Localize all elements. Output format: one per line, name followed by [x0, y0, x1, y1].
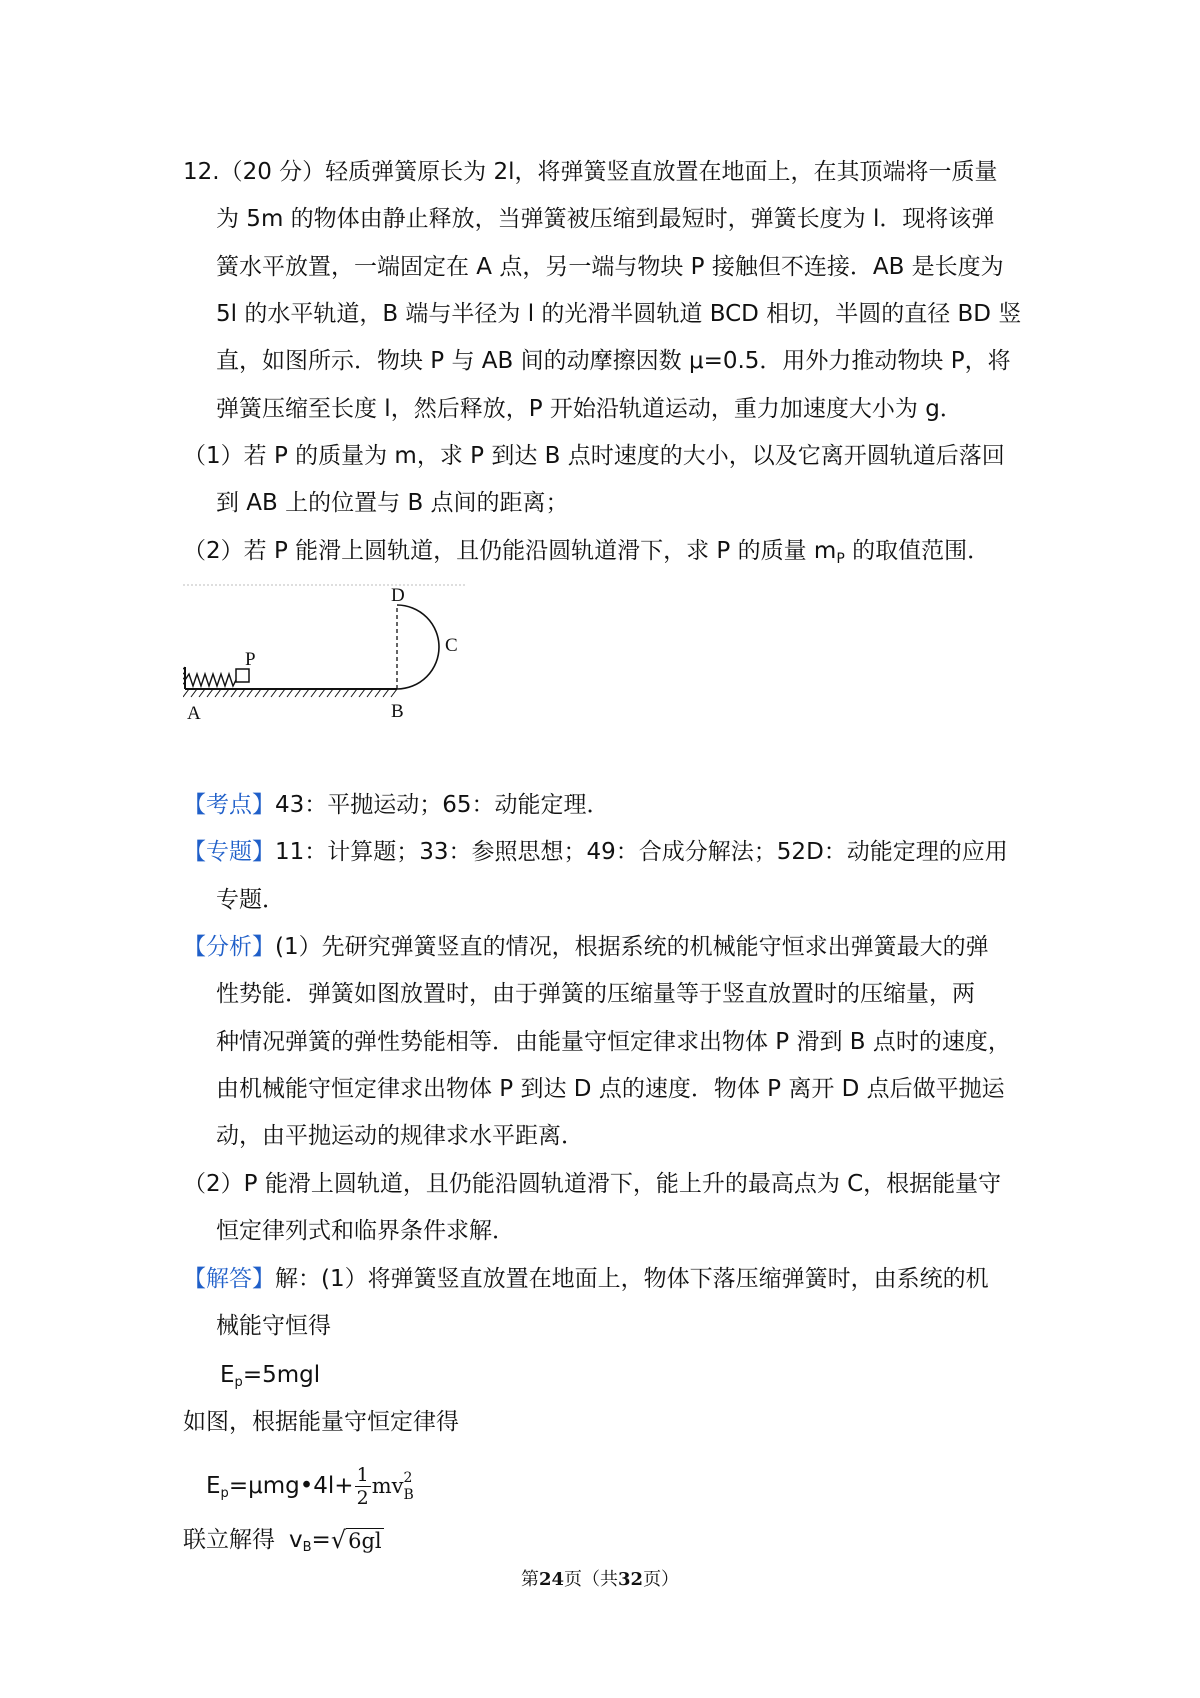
jieda-line-1: 械能守恒得	[216, 1313, 331, 1339]
equation-1: Ep=5mgl	[220, 1362, 321, 1390]
zhuanti-line-1: 专题．	[216, 887, 285, 913]
ruotu-line: 如图，根据能量守恒定律得	[183, 1409, 459, 1435]
kaodian-line: 【考点】43：平抛运动；65：动能定理．	[183, 792, 610, 818]
zhuanti-line-0: 【专题】11：计算题；33：参照思想；49：合成分解法；52D：动能定理的应用	[183, 839, 1008, 865]
spring	[185, 674, 236, 686]
label-a: A	[187, 703, 201, 724]
problem-line-0	[183, 157, 998, 187]
fraction-one-half: $\frac{1}{2}$	[356, 1464, 369, 1509]
fenxi-line-0: 【分析】(1）先研究弹簧竖直的情况，根据系统的机械能守恒求出弹簧最大的弹	[183, 934, 989, 960]
fenxi-line-4: 动，由平抛运动的规律求水平距离．	[216, 1123, 584, 1149]
problem-points: （20 分）	[219, 159, 326, 185]
question-1-line-0: （1）若 P 的质量为 m，求 P 到达 B 点时速度的大小，以及它离开圆轨道后落回	[183, 443, 1005, 469]
equation-2: Ep=μmg•4l+ $\frac{1}{2}$ mv 2 B	[206, 1464, 414, 1509]
question-1-line-1: 到 AB 上的位置与 B 点间的距离；	[216, 490, 569, 516]
fenxi-tag: 【分析】	[183, 934, 275, 960]
label-b: B	[391, 701, 404, 722]
fenxi-q2-line-1: 恒定律列式和临界条件求解．	[216, 1218, 515, 1244]
semicircle-bcd	[397, 605, 439, 689]
block-p	[236, 669, 249, 682]
problem-line-4: 直，如图所示．物块 P 与 AB 间的动摩擦因数 μ=0.5．用外力推动物块 P，将	[216, 348, 1011, 374]
superscript-subscript: 2 B	[403, 1469, 414, 1503]
fenxi-q2-line-0: （2）P 能滑上圆轨道，且仍能沿圆轨道滑下，能上升的最高点为 C，根据能量守	[183, 1171, 1002, 1197]
track-diagram	[183, 583, 465, 729]
fenxi-line-2: 种情况弹簧的弹性势能相等．由能量守恒定律求出物体 P 滑到 B 点时的速度，	[216, 1029, 1011, 1055]
equation-3-line: 联立解得 vB=√6gl	[183, 1520, 384, 1568]
zhuanti-tag: 【专题】	[183, 839, 275, 865]
square-root: √6gl	[330, 1526, 382, 1554]
problem-line-1: 为 5m 的物体由静止释放，当弹簧被压缩到最短时，弹簧长度为 l．现将该弹	[216, 206, 995, 232]
kaodian-tag: 【考点】	[183, 792, 275, 818]
problem-line-2: 簧水平放置，一端固定在 A 点，另一端与物块 P 接触但不连接．AB 是长度为	[216, 254, 1004, 280]
problem-number: 12.	[183, 159, 220, 185]
fenxi-line-1: 性势能．弹簧如图放置时，由于弹簧的压缩量等于竖直放置时的压缩量，两	[216, 981, 975, 1007]
question-2: （2）若 P 能滑上圆轨道，且仍能沿圆轨道滑下，求 P 的质量 $m_P$ 的取值范围．	[183, 538, 991, 567]
jieda-line-0: 【解答】解：(1）将弹簧竖直放置在地面上，物体下落压缩弹簧时，由系统的机	[183, 1266, 989, 1292]
fenxi-line-3: 由机械能守恒定律求出物体 P 到达 D 点的速度．物体 P 离开 D 点后做平抛运	[216, 1076, 1005, 1102]
problem-line-5: 弹簧压缩至长度 l，然后释放，P 开始沿轨道运动，重力加速度大小为 g．	[216, 396, 963, 422]
jieda-tag: 【解答】	[183, 1266, 275, 1292]
problem-text-0: 轻质弹簧原长为 2l，将弹簧竖直放置在地面上，在其顶端将一质量	[325, 159, 998, 185]
page-footer: 第24页（共32页）	[520, 1569, 680, 1590]
label-d: D	[391, 585, 405, 606]
label-c: C	[445, 635, 458, 656]
problem-line-3: 5l 的水平轨道，B 端与半径为 l 的光滑半圆轨道 BCD 相切，半圆的直径 BD 竖	[216, 301, 1022, 327]
label-p: P	[245, 649, 256, 670]
